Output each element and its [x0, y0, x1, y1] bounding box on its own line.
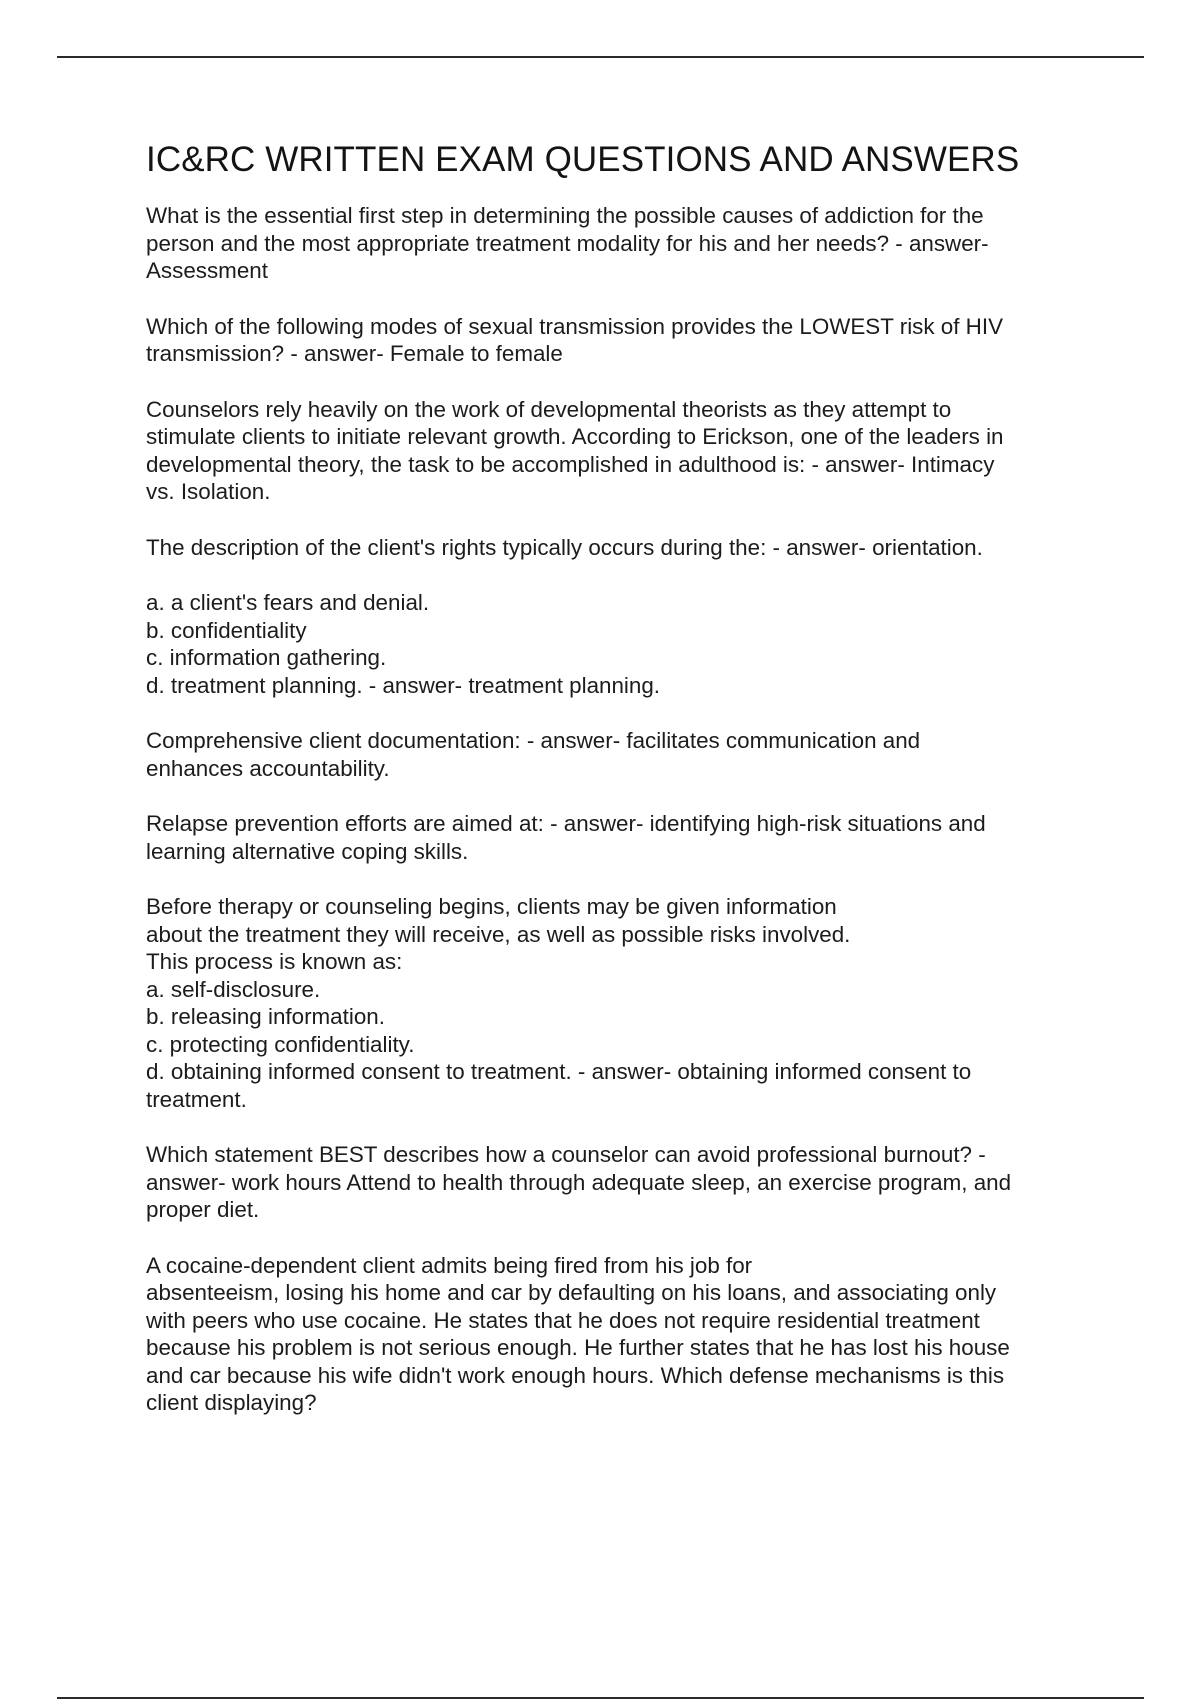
- text-line: answer- work hours Attend to health through adequate sleep, an exercise program, and: [146, 1169, 1012, 1195]
- footer-divider: [57, 1697, 1144, 1699]
- text-line: Which of the following modes of sexual transmission provides the LOWEST risk of HIV: [146, 313, 1003, 339]
- qa-paragraph: [146, 893, 1106, 1113]
- option-line: c. protecting confidentiality.: [146, 1031, 415, 1057]
- page-title: IC&RC WRITTEN EXAM QUESTIONS AND ANSWERS: [146, 140, 1020, 179]
- qa-paragraph: [146, 534, 1106, 562]
- text-line: transmission? - answer- Female to female: [146, 341, 563, 366]
- text-line: client displaying?: [146, 1390, 317, 1415]
- qa-paragraph: [146, 589, 1106, 699]
- text-line: with peers who use cocaine. He states that he does not require residential treatment: [146, 1307, 980, 1333]
- text-line: stimulate clients to initiate relevant growth. According to Erickson, one of the leaders in: [146, 424, 1004, 449]
- qa-paragraph: [146, 396, 1106, 506]
- text-line: about the treatment they will receive, as well as possible risks involved.: [146, 921, 851, 947]
- text-line: A cocaine-dependent client admits being fired from his job for: [146, 1252, 753, 1278]
- text-line: Counselors rely heavily on the work of developmental theorists as they attempt to: [146, 396, 952, 422]
- qa-paragraph: [146, 810, 1106, 865]
- text-line: person and the most appropriate treatment modality for his and her needs? - answer-: [146, 230, 989, 256]
- qa-paragraph: [146, 202, 1106, 285]
- text-line: and car because his wife didn't work enough hours. Which defense mechanisms is this: [146, 1362, 1005, 1388]
- text-line: The description of the client's rights typically occurs during the: - answer- orientation.: [146, 534, 983, 560]
- qa-paragraph: [146, 1141, 1106, 1224]
- option-line: d. treatment planning. - answer- treatment planning.: [146, 672, 661, 698]
- option-line: d. obtaining informed consent to treatment. - answer- obtaining informed consent to: [146, 1059, 972, 1084]
- document-body: [146, 140, 1106, 1445]
- text-line: developmental theory, the task to be accomplished in adulthood is: - answer- Intimacy: [146, 451, 995, 477]
- text-line: This process is known as:: [146, 949, 403, 974]
- text-line: absenteeism, losing his home and car by defaulting on his loans, and associating only: [146, 1280, 997, 1305]
- option-line: b. confidentiality: [146, 617, 307, 643]
- text-line: What is the essential first step in determining the possible causes of addiction for the: [146, 203, 984, 228]
- text-line: Assessment: [146, 258, 268, 283]
- text-line: proper diet.: [146, 1197, 260, 1222]
- text-line: enhances accountability.: [146, 755, 390, 781]
- header-divider: [57, 56, 1144, 58]
- text-line: vs. Isolation.: [146, 479, 271, 504]
- text-line: Which statement BEST describes how a counselor can avoid professional burnout? -: [146, 1142, 986, 1167]
- text-line: Comprehensive client documentation: - answer- facilitates communication and: [146, 728, 921, 753]
- qa-paragraph: [146, 1252, 1106, 1417]
- qa-paragraph: [146, 313, 1106, 368]
- text-line: because his problem is not serious enough. He further states that he has lost his house: [146, 1335, 1010, 1360]
- option-line: b. releasing information.: [146, 1004, 385, 1029]
- text-line: treatment.: [146, 1086, 247, 1112]
- option-line: a. self-disclosure.: [146, 976, 321, 1002]
- text-line: Before therapy or counseling begins, clients may be given information: [146, 894, 837, 919]
- option-line: a. a client's fears and denial.: [146, 590, 430, 615]
- qa-paragraph: [146, 727, 1106, 782]
- option-line: c. information gathering.: [146, 645, 387, 670]
- text-line: Relapse prevention efforts are aimed at: - answer- identifying high-risk situations and: [146, 811, 986, 836]
- text-line: learning alternative coping skills.: [146, 838, 469, 864]
